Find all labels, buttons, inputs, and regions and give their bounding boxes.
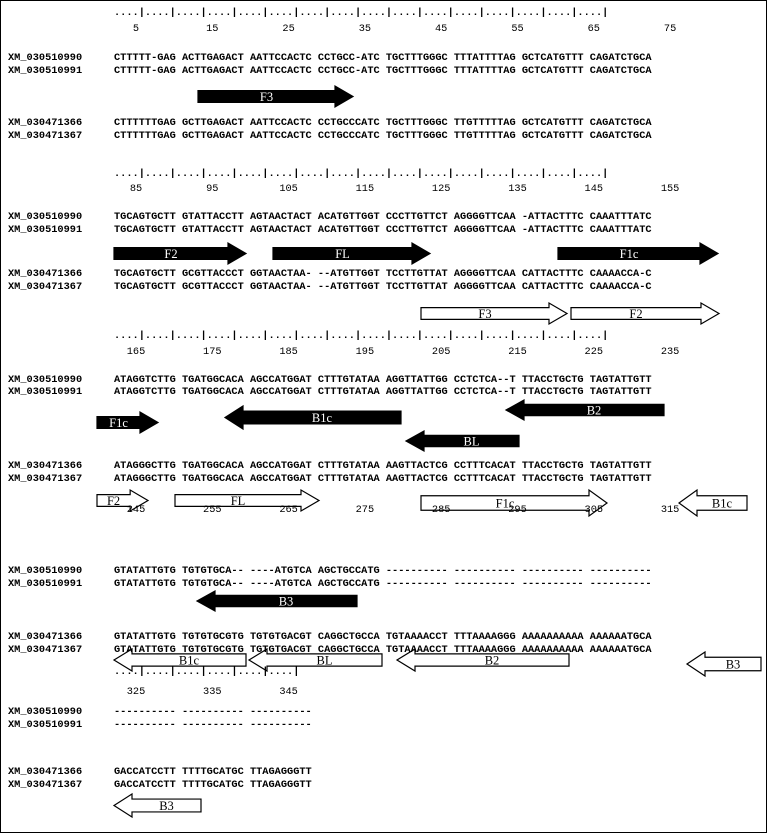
sequence-id: XM_030510990 — [8, 211, 83, 223]
position-tick-label: 35 — [358, 23, 372, 35]
primer-arrow-label: B1c — [178, 653, 200, 668]
position-tick-label: 15 — [206, 23, 219, 35]
position-tick-label: 215 — [508, 346, 527, 358]
position-tick-label: 5 — [132, 23, 140, 35]
position-tick-label: 305 — [584, 504, 604, 516]
sequence-line: TGCAGTGCTT GCGTTACCCT GGTAACTAA- --ATGTTGGT TCCTTGTTAT AGGGGTTCAA CATTACTTTC CAAAACCA-C — [114, 268, 652, 280]
position-tick-label: 315 — [660, 504, 680, 516]
sequence-line: GACCATCCTT TTTTGCATGC TTAGAGGGTT — [114, 766, 312, 778]
primer-arrow-label: F1c — [109, 416, 128, 430]
position-tick-label: 125 — [431, 183, 451, 195]
primer-arrow-label: B1c — [711, 496, 733, 511]
sequence-id: XM_030471366 — [8, 460, 83, 472]
primer-arrow-label: B3 — [278, 594, 294, 609]
sequence-id: XM_030471367 — [8, 130, 83, 142]
primer-arrow-label: F2 — [106, 494, 121, 508]
position-tick-label: 335 — [203, 686, 222, 698]
primer-arrow-label: B2 — [586, 403, 602, 418]
primer-arrow-label: FL — [230, 494, 246, 508]
sequence-line: CTTTTT-GAG ACTTGAGACT AATTCCACTC CCTGCC-ATC TGCTTTGGGC TTTATTTTAG GCTCATGTTT CAGATCTGCA — [114, 65, 652, 77]
primer-arrow-label: B3 — [725, 657, 741, 672]
position-tick-label: 175 — [203, 346, 222, 358]
primer-arrow-label: F3 — [478, 307, 492, 321]
primer-arrow-f2 — [114, 243, 246, 264]
sequence-line: ATAGGTCTTG TGATGGCACA AGCCATGGAT CTTTGTATAA AGGTTATTGG CCTCTCA--T TTACCTGCTG TAGTATTGTT — [114, 374, 652, 386]
sequence-line: ATAGGGCTTG TGATGGCACA AGCCATGGAT CTTTGTATAA AAGTTACTCG CCTTTCACAT TTACCTGCTG TAGTATTGTT — [114, 460, 652, 472]
sequence-id: XM_030471367 — [8, 779, 83, 791]
position-tick-label: 105 — [279, 183, 298, 195]
position-tick-label: 265 — [279, 504, 298, 516]
position-tick-label: 245 — [126, 504, 146, 516]
sequence-id: XM_030510990 — [8, 565, 83, 577]
primer-arrow-fl — [273, 243, 430, 264]
position-tick-label: 185 — [279, 346, 298, 358]
primer-arrow-b3 — [114, 794, 201, 817]
position-tick-label: 95 — [206, 183, 219, 195]
sequence-id: XM_030471367 — [8, 473, 83, 485]
primer-arrow-label: F2 — [164, 247, 178, 261]
position-tick-label: 65 — [587, 23, 600, 35]
sequence-line: GTATATTGTG TGTGTGCA-- ----ATGTCA AGCTGCCATG ---------- ---------- ---------- ---------- — [114, 565, 652, 577]
primer-arrow-label: B1c — [311, 411, 333, 425]
position-tick-label: 135 — [508, 183, 527, 195]
sequence-id: XM_030471367 — [8, 281, 83, 293]
sequence-line: CTTTTT-GAG ACTTGAGACT AATTCCACTC CCTGCC-ATC TGCTTTGGGC TTTATTTTAG GCTCATGTTT CAGATCTGCA — [114, 52, 652, 64]
position-tick-label: 285 — [431, 504, 451, 516]
sequence-id: XM_030510990 — [8, 706, 83, 718]
position-tick-label: 345 — [279, 686, 298, 698]
position-tick-label: 195 — [355, 346, 375, 358]
sequence-id: XM_030471367 — [8, 644, 83, 656]
sequence-id: XM_030510991 — [8, 719, 83, 731]
primer-arrow-label: B2 — [484, 653, 500, 668]
sequence-line: CTTTTTTGAG GCTTGAGACT AATTCCACTC CCTGCCCATC TGCTTTGGGC TTGTTTTTAG GCTCATGTTT CAGATCTGCA — [114, 117, 652, 129]
sequence-id: XM_030510990 — [8, 374, 83, 386]
sequence-line: ATAGGTCTTG TGATGGCACA AGCCATGGAT CTTTGTATAA AGGTTATTGG CCTCTCA--T TTACCTGCTG TAGTATTGTT — [114, 386, 652, 398]
position-tick-label: 295 — [508, 504, 527, 516]
position-ruler: ....|....|....|....|....|....| — [114, 666, 300, 678]
position-tick-label: 25 — [282, 23, 295, 35]
position-tick-label: 55 — [511, 23, 524, 35]
position-ruler: ....|....|....|....|....|....|....|....|....|....|....|....|....|....|....|....| — [114, 168, 609, 180]
primer-arrow-label: B3 — [159, 799, 174, 813]
position-tick-label: 75 — [663, 23, 677, 35]
sequence-id: XM_030471366 — [8, 631, 83, 643]
sequence-line: GACCATCCTT TTTTGCATGC TTAGAGGGTT — [114, 779, 312, 791]
primer-arrow-label: FL — [335, 247, 350, 261]
position-tick-label: 255 — [203, 504, 222, 516]
sequence-line: GTATATTGTG TGTGTGCGTG TGTGTGACGT CAGGCTGCCA TGTAAAACCT TTTAAAAGGG AAAAAAAAAA AAAAAATGCA — [114, 644, 652, 656]
primer-arrow-label: F3 — [259, 90, 274, 104]
sequence-id: XM_030471366 — [8, 766, 83, 778]
sequence-line: TGCAGTGCTT GTATTACCTT AGTAACTACT ACATGTTGGT CCCTTGTTCT AGGGGTTCAA -ATTACTTTC CAAATTTATC — [114, 224, 652, 236]
position-ruler: ....|....|....|....|....|....|....|....|....|....|....|....|....|....|....|....| — [114, 7, 609, 19]
sequence-line: ---------- ---------- ---------- — [114, 706, 312, 718]
sequence-line: CTTTTTTGAG GCTTGAGACT AATTCCACTC CCTGCCCATC TGCTTTGGGC TTGTTTTTAG GCTCATGTTT CAGATCTGCA — [114, 130, 652, 142]
position-tick-label: 115 — [355, 183, 375, 195]
primer-arrow-label: BL — [316, 653, 333, 668]
position-tick-label: 155 — [660, 183, 680, 195]
primer-arrow-b2 — [506, 400, 664, 420]
primer-arrow-f3 — [421, 303, 567, 324]
sequence-id: XM_030510991 — [8, 578, 83, 590]
primer-arrow-label: F1c — [495, 496, 515, 511]
sequence-id: XM_030471366 — [8, 268, 83, 280]
primer-arrow-label: F1c — [619, 247, 639, 261]
position-tick-label: 225 — [584, 346, 604, 358]
sequence-id: XM_030471366 — [8, 117, 83, 129]
sequence-line: GTATATTGTG TGTGTGCA-- ----ATGTCA AGCTGCCATG ---------- ---------- ---------- ---------- — [114, 578, 652, 590]
position-tick-label: 85 — [129, 183, 143, 195]
primer-arrow-f3 — [198, 86, 353, 107]
primer-arrow-f2 — [571, 303, 719, 324]
position-tick-label: 325 — [126, 686, 146, 698]
sequence-id: XM_030510990 — [8, 52, 83, 64]
position-tick-label: 235 — [660, 346, 680, 358]
primer-arrow-label: BL — [463, 434, 480, 449]
primer-arrow-label: F2 — [629, 307, 643, 321]
sequence-line: GTATATTGTG TGTGTGCGTG TGTGTGACGT CAGGCTGCCA TGTAAAACCT TTTAAAAGGG AAAAAAAAAA AAAAAATGCA — [114, 631, 652, 643]
position-tick-label: 45 — [435, 23, 448, 35]
primer-arrow-b3 — [197, 591, 357, 611]
primer-arrow-bl — [406, 431, 519, 451]
sequence-id: XM_030510991 — [8, 386, 83, 398]
position-tick-label: 275 — [355, 504, 375, 516]
primer-arrow-b3 — [687, 652, 761, 676]
position-ruler: ....|....|....|....|....|....|....|....|....|....|....|....|....|....|....|....| — [114, 330, 609, 342]
sequence-line: ATAGGGCTTG TGATGGCACA AGCCATGGAT CTTTGTATAA AAGTTACTCG CCTTTCACAT TTACCTGCTG TAGTATTGTT — [114, 473, 652, 485]
sequence-line: ---------- ---------- ---------- — [114, 719, 312, 731]
sequence-line: TGCAGTGCTT GCGTTACCCT GGTAACTAA- --ATGTTGGT TCCTTGTTAT AGGGGTTCAA CATTACTTTC CAAAACCA-C — [114, 281, 652, 293]
sequence-id: XM_030510991 — [8, 224, 83, 236]
position-tick-label: 205 — [431, 346, 451, 358]
sequence-id: XM_030510991 — [8, 65, 83, 77]
sequence-line: TGCAGTGCTT GTATTACCTT AGTAACTACT ACATGTTGGT CCCTTGTTCT AGGGGTTCAA -ATTACTTTC CAAATTTATC — [114, 211, 652, 223]
position-tick-label: 145 — [584, 183, 604, 195]
position-tick-label: 165 — [126, 346, 146, 358]
